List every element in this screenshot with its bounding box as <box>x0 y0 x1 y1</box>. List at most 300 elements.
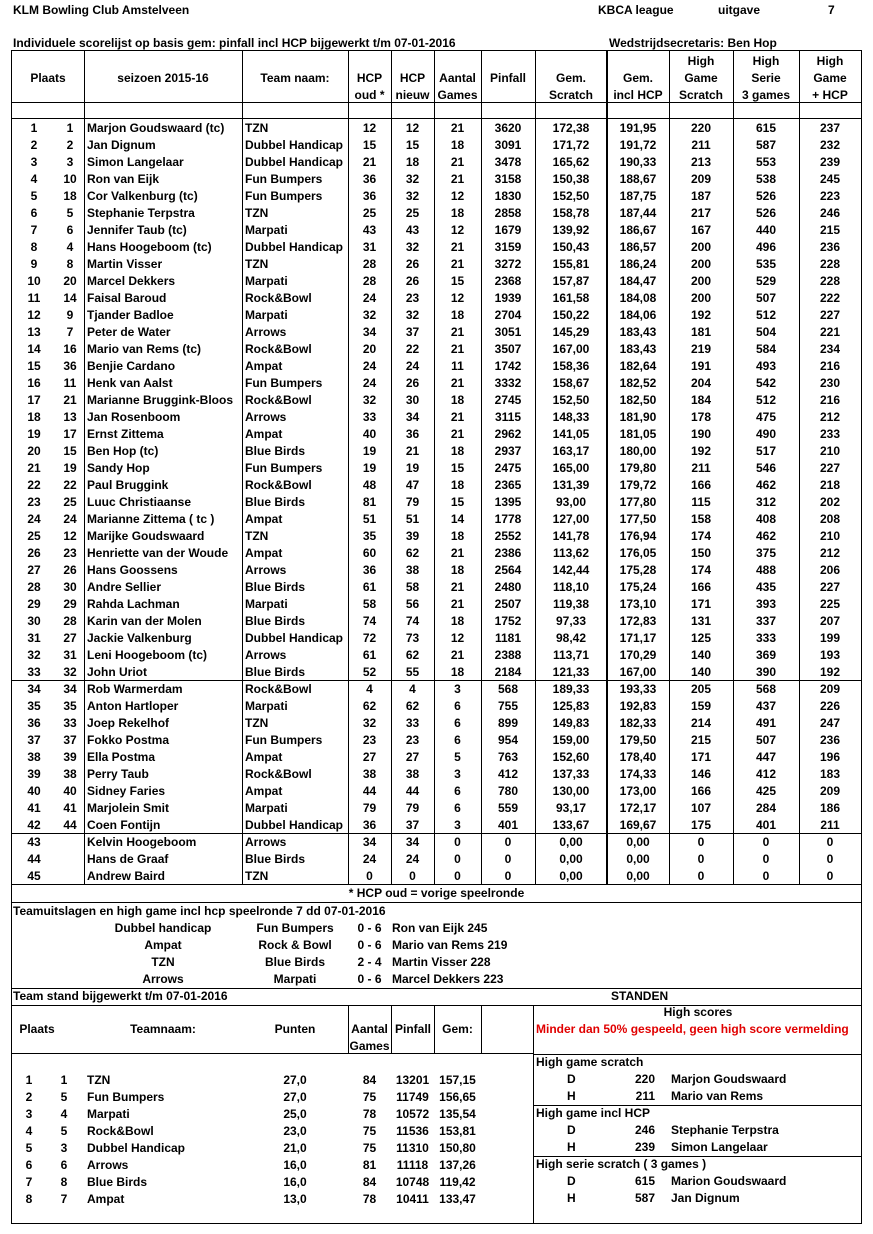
cell-hcp-nieuw: 79 <box>405 801 420 815</box>
cell-hcp-nieuw: 38 <box>405 563 420 577</box>
cell-hs-3: 375 <box>755 546 777 560</box>
stand-games: 84 <box>362 1175 377 1189</box>
cell-naam: Ella Postma <box>87 750 156 764</box>
cell-gem-scratch: 139,92 <box>552 223 590 237</box>
result-away-team: Marpati <box>273 972 317 986</box>
stand-games: 84 <box>362 1073 377 1087</box>
table-row <box>0 171 873 188</box>
table-row <box>0 120 873 137</box>
cell-plaats: 21 <box>27 461 41 475</box>
cell-games: 0 <box>454 852 461 866</box>
cell-naam: Jan Rosenboom <box>87 410 181 424</box>
stand-vorige: 7 <box>60 1192 68 1206</box>
stand-pinfall: 10748 <box>395 1175 430 1189</box>
table-row <box>0 426 873 443</box>
cell-hcp-nieuw: 24 <box>405 852 420 866</box>
cell-games: 14 <box>450 512 465 526</box>
stand-pinfall: 11118 <box>396 1158 429 1172</box>
cell-gem-scratch: 152,60 <box>552 750 590 764</box>
cell-plaats: 29 <box>27 597 41 611</box>
cell-plaats: 41 <box>27 801 41 815</box>
cell-gem-scratch: 189,33 <box>552 682 590 696</box>
cell-gem-scratch: 150,22 <box>552 308 590 322</box>
high-score-score: 220 <box>634 1072 655 1086</box>
cell-hcp-oud: 81 <box>362 495 377 509</box>
table-row <box>0 256 873 273</box>
cell-hg-hcp: 0 <box>826 852 834 866</box>
cell-vorige: 41 <box>63 801 77 815</box>
cell-plaats: 10 <box>27 274 41 288</box>
cell-hg-scratch: 166 <box>690 478 712 492</box>
stand-pinfall: 10572 <box>395 1107 430 1121</box>
cell-hs-3: 412 <box>755 767 777 781</box>
cell-plaats: 37 <box>27 733 41 747</box>
stand-teamnaam: TZN <box>87 1073 111 1087</box>
cell-vorige: 14 <box>63 291 77 305</box>
cell-hg-hcp: 192 <box>819 665 841 679</box>
stand-plaats: 3 <box>25 1107 33 1121</box>
cell-games: 21 <box>450 257 465 271</box>
cell-games: 6 <box>454 801 461 815</box>
cell-hs-3: 408 <box>755 512 777 526</box>
cell-team: Arrows <box>245 835 287 849</box>
result-home-team: Ampat <box>144 938 182 952</box>
high-score-section-title: High serie scratch ( 3 games ) <box>536 1157 707 1171</box>
cell-gem-hcp: 169,67 <box>619 818 657 832</box>
stand-teamnaam: Ampat <box>87 1192 125 1206</box>
cell-hcp-oud: 36 <box>362 563 377 577</box>
table-row <box>0 494 873 511</box>
cell-team: Blue Birds <box>245 444 306 458</box>
cell-team: Rock&Bowl <box>245 478 312 492</box>
cell-pinfall: 1830 <box>494 189 522 203</box>
cell-hcp-oud: 0 <box>366 869 373 883</box>
cell-naam: Jan Dignum <box>87 138 156 152</box>
table-row <box>0 783 873 800</box>
cell-hcp-nieuw: 58 <box>405 580 420 594</box>
cell-gem-scratch: 165,62 <box>552 155 590 169</box>
cell-pinfall: 954 <box>497 733 519 747</box>
col-gem-scratch: Gem. Scratch <box>548 71 594 102</box>
cell-hg-scratch: 166 <box>690 784 712 798</box>
cell-vorige: 25 <box>63 495 77 509</box>
cell-hcp-oud: 36 <box>362 818 377 832</box>
cell-games: 21 <box>450 546 465 560</box>
table-row <box>0 579 873 596</box>
cell-vorige: 29 <box>63 597 77 611</box>
cell-team: Marpati <box>245 597 288 611</box>
team-result-row <box>0 937 873 954</box>
stand-punten: 27,0 <box>283 1090 307 1104</box>
cell-plaats: 25 <box>27 529 41 543</box>
cell-naam: Marjon Goudswaard (tc) <box>87 121 225 135</box>
cell-hcp-oud: 36 <box>362 189 377 203</box>
result-score: 0 - 6 <box>357 921 382 935</box>
cell-plaats: 19 <box>27 427 41 441</box>
cell-hcp-oud: 61 <box>362 648 377 662</box>
cell-pinfall: 0 <box>504 869 512 883</box>
cell-hcp-oud: 48 <box>362 478 377 492</box>
cell-hs-3: 440 <box>755 223 777 237</box>
cell-hg-scratch: 166 <box>690 580 712 594</box>
stand-pinfall: 11536 <box>396 1124 429 1138</box>
cell-pinfall: 2480 <box>494 580 522 594</box>
team-results-title: Teamuitslagen en high game incl hcp speelronde 7 dd 07-01-2016 <box>13 904 386 918</box>
cell-team: Ampat <box>245 546 283 560</box>
edition-number: 7 <box>828 3 835 17</box>
stand-games: 78 <box>362 1192 377 1206</box>
cell-naam: Hans Hoogeboom (tc) <box>87 240 212 254</box>
cell-hg-hcp: 209 <box>819 682 841 696</box>
team-stand-row <box>0 1123 534 1140</box>
table-row <box>0 154 873 171</box>
cell-hcp-oud: 34 <box>362 835 377 849</box>
cell-hcp-nieuw: 44 <box>405 784 420 798</box>
cell-pinfall: 559 <box>497 801 519 815</box>
high-score-score: 211 <box>635 1089 655 1103</box>
cell-gem-hcp: 191,95 <box>619 121 657 135</box>
cell-gem-scratch: 125,83 <box>552 699 590 713</box>
cell-plaats: 38 <box>27 750 41 764</box>
table-row <box>0 698 873 715</box>
cell-naam: Jackie Valkenburg <box>87 631 192 645</box>
cell-hcp-oud: 20 <box>362 342 377 356</box>
stand-teamnaam: Arrows <box>87 1158 129 1172</box>
league-name: KBCA league <box>598 3 674 17</box>
result-high-game: Mario van Rems 219 <box>392 938 508 952</box>
cell-gem-hcp: 183,43 <box>619 325 657 339</box>
cell-gem-hcp: 186,24 <box>619 257 657 271</box>
cell-gem-hcp: 179,80 <box>619 461 657 475</box>
col-hg-hcp: High Game + HCP <box>812 54 848 102</box>
cell-games: 11 <box>451 359 464 373</box>
table-row <box>0 188 873 205</box>
cell-hcp-nieuw: 0 <box>409 869 416 883</box>
cell-hg-scratch: 192 <box>690 308 712 322</box>
cell-hcp-oud: 72 <box>362 631 377 645</box>
cell-hcp-oud: 4 <box>366 682 373 696</box>
cell-pinfall: 1181 <box>494 631 522 645</box>
stand-pinfall: 11749 <box>396 1090 429 1104</box>
cell-plaats: 26 <box>27 546 41 560</box>
cell-naam: Jennifer Taub (tc) <box>87 223 187 237</box>
cell-hg-scratch: 192 <box>690 444 712 458</box>
cell-pinfall: 412 <box>497 767 519 781</box>
cell-gem-scratch: 0,00 <box>559 835 583 849</box>
cell-hs-3: 447 <box>755 750 777 764</box>
cell-hcp-nieuw: 4 <box>409 682 416 696</box>
secretary: Wedstrijdsecretaris: Ben Hop <box>609 36 777 50</box>
cell-hs-3: 312 <box>755 495 777 509</box>
cell-pinfall: 3091 <box>494 138 522 152</box>
cell-hcp-nieuw: 37 <box>405 818 420 832</box>
cell-plaats: 8 <box>30 240 38 254</box>
cell-plaats: 28 <box>27 580 41 594</box>
cell-plaats: 7 <box>30 223 38 237</box>
cell-games: 18 <box>450 206 465 220</box>
team-stand-row <box>0 1140 534 1157</box>
edition-label: uitgave <box>718 3 761 17</box>
cell-hcp-nieuw: 32 <box>405 172 420 186</box>
stand-plaats: 6 <box>25 1158 33 1172</box>
cell-plaats: 43 <box>27 835 41 849</box>
cell-gem-hcp: 179,72 <box>619 478 657 492</box>
cell-pinfall: 1752 <box>494 614 522 628</box>
cell-plaats: 42 <box>27 818 41 832</box>
cell-hg-hcp: 227 <box>819 461 841 475</box>
cell-vorige: 17 <box>63 427 77 441</box>
cell-hg-scratch: 204 <box>690 376 712 390</box>
cell-hg-hcp: 246 <box>819 206 841 220</box>
table-row <box>0 409 873 426</box>
table-row <box>0 647 873 664</box>
high-score-gender: D <box>567 1123 576 1137</box>
cell-team: TZN <box>245 869 269 883</box>
cell-pinfall: 2386 <box>494 546 522 560</box>
cell-hg-scratch: 150 <box>690 546 712 560</box>
cell-gem-scratch: 152,50 <box>552 393 590 407</box>
cell-games: 18 <box>450 478 465 492</box>
col-team: Team naam: <box>260 71 330 85</box>
cell-hcp-nieuw: 25 <box>405 206 420 220</box>
stand-vorige: 5 <box>60 1090 68 1104</box>
cell-hcp-nieuw: 39 <box>405 529 420 543</box>
cell-hg-scratch: 0 <box>697 852 705 866</box>
cell-pinfall: 2388 <box>494 648 522 662</box>
ts-col-pinfall: Pinfall <box>394 1022 431 1036</box>
result-high-game: Ron van Eijk 245 <box>392 921 488 935</box>
cell-hg-scratch: 205 <box>690 682 712 696</box>
cell-plaats: 17 <box>27 393 41 407</box>
cell-hcp-nieuw: 26 <box>405 257 420 271</box>
ts-col-games <box>348 1021 391 1055</box>
cell-games: 0 <box>454 835 461 849</box>
cell-team: Ampat <box>245 784 283 798</box>
cell-gem-hcp: 0,00 <box>626 835 650 849</box>
cell-plaats: 45 <box>27 869 41 883</box>
cell-hg-scratch: 214 <box>690 716 712 730</box>
cell-hcp-nieuw: 73 <box>405 631 420 645</box>
cell-gem-hcp: 177,50 <box>619 512 657 526</box>
cell-hg-scratch: 220 <box>690 121 712 135</box>
cell-gem-scratch: 158,36 <box>552 359 590 373</box>
cell-naam: Anton Hartloper <box>87 699 179 713</box>
cell-gem-hcp: 175,24 <box>619 580 657 594</box>
cell-hg-scratch: 187 <box>690 189 712 203</box>
cell-vorige: 24 <box>63 512 77 526</box>
cell-vorige: 36 <box>63 359 77 373</box>
cell-gem-hcp: 193,33 <box>619 682 657 696</box>
cell-pinfall: 3507 <box>494 342 522 356</box>
cell-hg-hcp: 225 <box>819 597 841 611</box>
cell-vorige: 11 <box>63 376 77 390</box>
cell-vorige: 40 <box>63 784 77 798</box>
cell-gem-hcp: 172,83 <box>619 614 657 628</box>
cell-hcp-oud: 24 <box>362 852 377 866</box>
cell-hs-3: 425 <box>755 784 777 798</box>
cell-hcp-oud: 32 <box>362 393 377 407</box>
stand-punten: 23,0 <box>283 1124 307 1138</box>
cell-hg-hcp: 202 <box>819 495 841 509</box>
cell-gem-scratch: 133,67 <box>552 818 590 832</box>
cell-hg-hcp: 216 <box>819 359 841 373</box>
cell-hs-3: 490 <box>755 427 777 441</box>
cell-hg-scratch: 200 <box>690 240 712 254</box>
cell-hcp-nieuw: 32 <box>405 308 420 322</box>
cell-hg-hcp: 212 <box>819 410 841 424</box>
cell-hg-scratch: 140 <box>690 648 712 662</box>
result-score: 2 - 4 <box>357 955 382 969</box>
cell-hg-scratch: 217 <box>690 206 712 220</box>
cell-hcp-nieuw: 30 <box>405 393 420 407</box>
standen-label: STANDEN <box>611 989 669 1003</box>
cell-hg-hcp: 227 <box>819 308 841 322</box>
ts-col-gem: Gem: <box>442 1022 473 1036</box>
cell-games: 21 <box>450 376 465 390</box>
cell-games: 18 <box>450 393 465 407</box>
scorelist-subtitle: Individuele scorelijst op basis gem: pinfall incl HCP bijgewerkt t/m 07-01-2016 <box>13 36 456 50</box>
table-row <box>0 290 873 307</box>
cell-hg-hcp: 222 <box>819 291 841 305</box>
cell-gem-scratch: 142,44 <box>552 563 590 577</box>
high-score-score: 615 <box>634 1174 655 1188</box>
cell-hs-3: 553 <box>755 155 777 169</box>
stand-games: 75 <box>362 1124 377 1138</box>
cell-hcp-nieuw: 23 <box>405 733 420 747</box>
cell-gem-hcp: 0,00 <box>626 869 650 883</box>
cell-hs-3: 615 <box>755 121 777 135</box>
table-row <box>0 375 873 392</box>
cell-hcp-oud: 61 <box>362 580 377 594</box>
cell-gem-scratch: 158,78 <box>552 206 590 220</box>
col-seizoen: seizoen 2015-16 <box>117 71 209 85</box>
cell-pinfall: 755 <box>497 699 519 713</box>
cell-team: Rock&Bowl <box>245 393 312 407</box>
cell-hcp-nieuw: 21 <box>405 444 420 458</box>
cell-plaats: 3 <box>30 155 38 169</box>
cell-hcp-oud: 32 <box>362 716 377 730</box>
col-games: Aantal Games <box>437 71 478 102</box>
cell-hcp-nieuw: 26 <box>405 376 420 390</box>
team-stand-title: Team stand bijgewerkt t/m 07-01-2016 <box>13 989 228 1003</box>
cell-games: 18 <box>450 563 465 577</box>
cell-hcp-oud: 28 <box>362 257 377 271</box>
cell-hcp-oud: 38 <box>362 767 377 781</box>
cell-team: TZN <box>245 529 269 543</box>
cell-hg-hcp: 228 <box>819 257 841 271</box>
cell-pinfall: 1939 <box>494 291 522 305</box>
cell-hs-3: 462 <box>755 478 777 492</box>
stand-punten: 25,0 <box>283 1107 307 1121</box>
cell-gem-hcp: 182,33 <box>619 716 657 730</box>
cell-hg-hcp: 237 <box>819 121 841 135</box>
cell-plaats: 6 <box>30 206 38 220</box>
cell-hg-hcp: 183 <box>819 767 841 781</box>
high-score-score: 246 <box>634 1123 655 1137</box>
high-score-score: 239 <box>634 1140 655 1154</box>
cell-hcp-oud: 19 <box>362 444 377 458</box>
cell-gem-scratch: 127,00 <box>552 512 590 526</box>
cell-hg-scratch: 174 <box>690 529 712 543</box>
cell-naam: Hans de Graaf <box>87 852 169 866</box>
cell-hg-scratch: 0 <box>697 835 705 849</box>
cell-gem-hcp: 178,40 <box>619 750 657 764</box>
cell-hcp-nieuw: 38 <box>405 767 420 781</box>
cell-naam: Karin van der Molen <box>87 614 202 628</box>
cell-plaats: 20 <box>27 444 41 458</box>
stand-games: 75 <box>362 1090 377 1104</box>
cell-pinfall: 1778 <box>494 512 522 526</box>
cell-games: 18 <box>450 665 465 679</box>
table-row <box>0 817 873 834</box>
cell-plaats: 34 <box>27 682 41 696</box>
cell-gem-hcp: 187,75 <box>619 189 657 203</box>
cell-hcp-nieuw: 23 <box>405 291 420 305</box>
table-row <box>0 562 873 579</box>
stand-punten: 13,0 <box>283 1192 307 1206</box>
cell-gem-hcp: 0,00 <box>626 852 650 866</box>
result-home-team: Arrows <box>142 972 184 986</box>
cell-hs-3: 491 <box>755 716 777 730</box>
cell-vorige: 22 <box>63 478 77 492</box>
cell-hcp-oud: 40 <box>362 427 377 441</box>
cell-naam: Simon Langelaar <box>87 155 184 169</box>
cell-hg-hcp: 245 <box>819 172 841 186</box>
cell-vorige: 20 <box>63 274 77 288</box>
cell-gem-scratch: 118,10 <box>552 580 590 594</box>
cell-hg-hcp: 206 <box>819 563 841 577</box>
cell-naam: Andre Sellier <box>87 580 162 594</box>
cell-hs-3: 535 <box>755 257 777 271</box>
cell-gem-hcp: 184,47 <box>619 274 657 288</box>
cell-hg-scratch: 175 <box>690 818 712 832</box>
cell-vorige: 35 <box>63 699 77 713</box>
cell-games: 6 <box>454 733 461 747</box>
stand-pinfall: 10411 <box>396 1192 429 1206</box>
cell-gem-hcp: 177,80 <box>619 495 657 509</box>
cell-gem-scratch: 152,50 <box>552 189 590 203</box>
cell-gem-scratch: 130,00 <box>552 784 590 798</box>
cell-team: TZN <box>245 716 269 730</box>
cell-vorige: 28 <box>63 614 77 628</box>
cell-gem-scratch: 165,00 <box>552 461 590 475</box>
cell-naam: Marijke Goudswaard <box>87 529 205 543</box>
cell-vorige: 13 <box>63 410 77 424</box>
cell-hs-3: 0 <box>762 852 770 866</box>
cell-games: 3 <box>454 767 461 781</box>
cell-hg-hcp: 210 <box>819 529 841 543</box>
cell-plaats: 35 <box>27 699 41 713</box>
cell-naam: Cor Valkenburg (tc) <box>87 189 198 203</box>
stand-teamnaam: Marpati <box>87 1107 130 1121</box>
cell-hg-scratch: 158 <box>690 512 712 526</box>
cell-games: 15 <box>450 274 465 288</box>
cell-hg-hcp: 234 <box>819 342 841 356</box>
cell-naam: Marianne Zittema ( tc ) <box>87 512 215 526</box>
cell-gem-scratch: 119,38 <box>552 597 590 611</box>
cell-hcp-oud: 24 <box>362 359 377 373</box>
table-row <box>0 664 873 681</box>
cell-naam: Perry Taub <box>87 767 149 781</box>
cell-gem-scratch: 150,43 <box>552 240 590 254</box>
cell-team: Blue Birds <box>245 665 306 679</box>
cell-gem-scratch: 159,00 <box>552 733 590 747</box>
cell-vorige: 8 <box>66 257 74 271</box>
cell-vorige: 5 <box>66 206 74 220</box>
cell-plaats: 14 <box>27 342 41 356</box>
cell-pinfall: 568 <box>497 682 519 696</box>
cell-hcp-oud: 43 <box>362 223 377 237</box>
